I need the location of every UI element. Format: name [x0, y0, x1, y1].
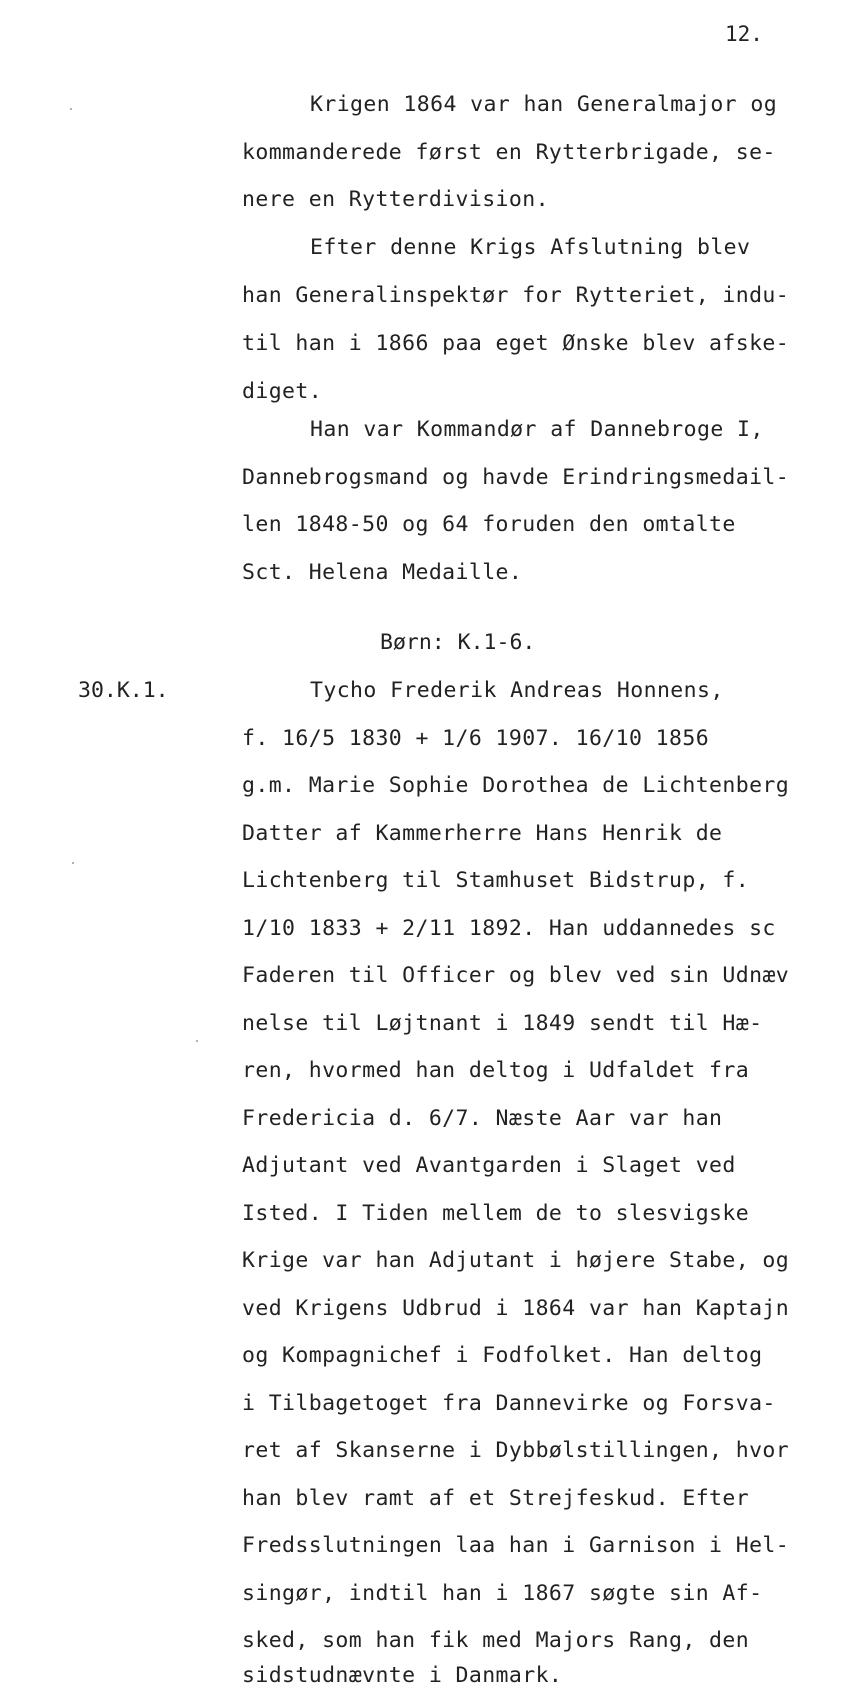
text-line: i Tilbagetoget fra Dannevirke og Forsva-	[242, 1391, 776, 1416]
text-line: Fredsslutningen laa han i Garnison i Hel-	[242, 1533, 790, 1558]
text-line: Efter denne Krigs Afslutning blev	[310, 235, 751, 260]
text-line: Adjutant ved Avantgarden i Slaget ved	[242, 1153, 736, 1178]
text-line: Isted. I Tiden mellem de to slesvigske	[242, 1201, 750, 1226]
text-line: ret af Skanserne i Dybbølstillingen, hvor	[242, 1438, 790, 1463]
text-line: sidstudnævnte i Danmark.	[242, 1663, 563, 1688]
text-line: ren, hvormed han deltog i Udfaldet fra	[242, 1058, 750, 1083]
text-line: ved Krigens Udbrud i 1864 var han Kaptajn	[242, 1296, 790, 1321]
text-line: len 1848-50 og 64 foruden den omtalte	[242, 512, 736, 537]
text-line: Han var Kommandør af Dannebroge I,	[310, 417, 764, 442]
text-line: nere en Rytterdivision.	[242, 187, 549, 212]
text-line: nelse til Løjtnant i 1849 sendt til Hæ-	[242, 1011, 763, 1036]
text-line: og Kompagnichef i Fodfolket. Han deltog	[242, 1343, 763, 1368]
scan-speck	[70, 108, 72, 110]
page-number: 12.	[725, 22, 763, 46]
text-line: 1/10 1833 + 2/11 1892. Han uddannedes sc	[242, 916, 776, 941]
text-line: Dannebrogsmand og havde Erindringsmedail-	[242, 465, 790, 490]
text-line: til han i 1866 paa eget Ønske blev afske-	[242, 331, 790, 356]
entry-reference: 30.K.1.	[78, 678, 169, 703]
text-line: Datter af Kammerherre Hans Henrik de	[242, 821, 723, 846]
text-line: Krige var han Adjutant i højere Stabe, og	[242, 1248, 790, 1273]
text-line: Faderen til Officer og blev ved sin Udnæv	[242, 963, 790, 988]
text-line: diget.	[242, 379, 323, 404]
text-line: f. 16/5 1830 + 1/6 1907. 16/10 1856	[242, 726, 710, 751]
scan-speck	[196, 1040, 198, 1042]
text-line: g.m. Marie Sophie Dorothea de Lichtenberg	[242, 773, 790, 798]
children-heading: Børn: K.1-6.	[380, 630, 536, 655]
text-line: Lichtenberg til Stamhuset Bidstrup, f.	[242, 868, 750, 893]
text-line: Tycho Frederik Andreas Honnens,	[310, 678, 724, 703]
text-line: Fredericia d. 6/7. Næste Aar var han	[242, 1106, 723, 1131]
text-line: singør, indtil han i 1867 søgte sin Af-	[242, 1581, 763, 1606]
text-line: Sct. Helena Medaille.	[242, 560, 523, 585]
text-line: han Generalinspektør for Rytteriet, indu-	[242, 283, 790, 308]
text-line: Krigen 1864 var han Generalmajor og	[310, 92, 778, 117]
text-line: han blev ramt af et Strejfeskud. Efter	[242, 1486, 750, 1511]
text-line: sked, som han fik med Majors Rang, den	[242, 1628, 750, 1653]
scan-speck	[72, 862, 74, 864]
text-line: kommanderede først en Rytterbrigade, se-	[242, 140, 776, 165]
